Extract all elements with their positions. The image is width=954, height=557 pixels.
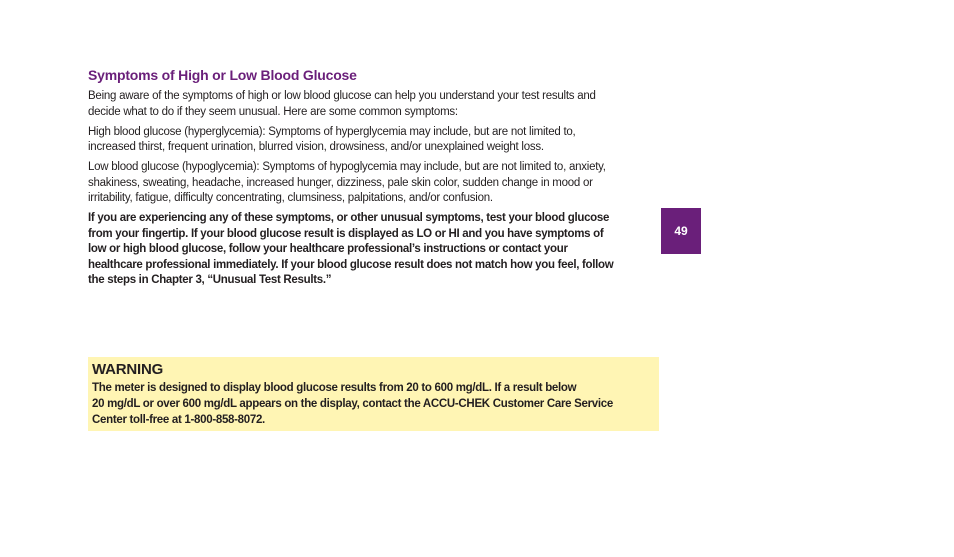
warning-box [88,357,659,431]
warning-line: The meter is designed to display blood glucose results from 20 to 600 mg/dL. If a result below [92,382,577,394]
hypoglycemia-line: irritability, fatigue, difficulty concentrating, clumsiness, palpitations, and/or confusion. [88,192,493,204]
advice-line: low or high blood glucose, follow your healthcare professional’s instructions or contact your [88,243,568,255]
advice-line: healthcare professional immediately. If your blood glucose result does not match how you feel, follow [88,258,614,271]
section-heading: Symptoms of High or Low Blood Glucose [88,67,357,83]
warning-line: 20 mg/dL or over 600 mg/dL appears on the display, contact the ACCU-CHEK Customer Care Service [92,398,613,410]
hyperglycemia-line: High blood glucose (hyperglycemia): Symptoms of hyperglycemia may include, but are not limited to, [88,125,576,138]
page-number-tab [661,208,701,254]
warning-line: Center toll-free at 1-800-858-8072. [92,414,265,426]
hyperglycemia-line: increased thirst, frequent urination, blurred vision, drowsiness, and/or unexplained weight loss. [88,141,544,153]
advice-line: from your fingertip. If your blood glucose result is displayed as LO or HI and you have symptoms of [88,227,604,240]
intro-line: Being aware of the symptoms of high or low blood glucose can help you understand your test results and [88,90,596,102]
hypoglycemia-line: shakiness, sweating, headache, increased hunger, dizziness, pale skin color, sudden change in mood or [88,176,593,189]
intro-line: decide what to do if they seem unusual. Here are some common symptoms: [88,105,458,118]
main-content [88,66,663,293]
hyperglycemia-paragraph [88,125,663,156]
advice-line: If you are experiencing any of these symptoms, or other unusual symptoms, test your blood glucose [88,212,610,224]
warning-text [92,380,655,428]
hypoglycemia-paragraph [88,160,663,207]
hypoglycemia-line: Low blood glucose (hypoglycemia): Symptoms of hypoglycemia may include, but are not limited to, anxiety, [88,161,606,173]
intro-paragraph [88,89,663,120]
warning-title: WARNING [92,361,164,378]
page-number: 49 [674,224,688,238]
advice-line: the steps in Chapter 3, “Unusual Test Results.” [88,274,332,286]
advice-paragraph [88,211,663,289]
